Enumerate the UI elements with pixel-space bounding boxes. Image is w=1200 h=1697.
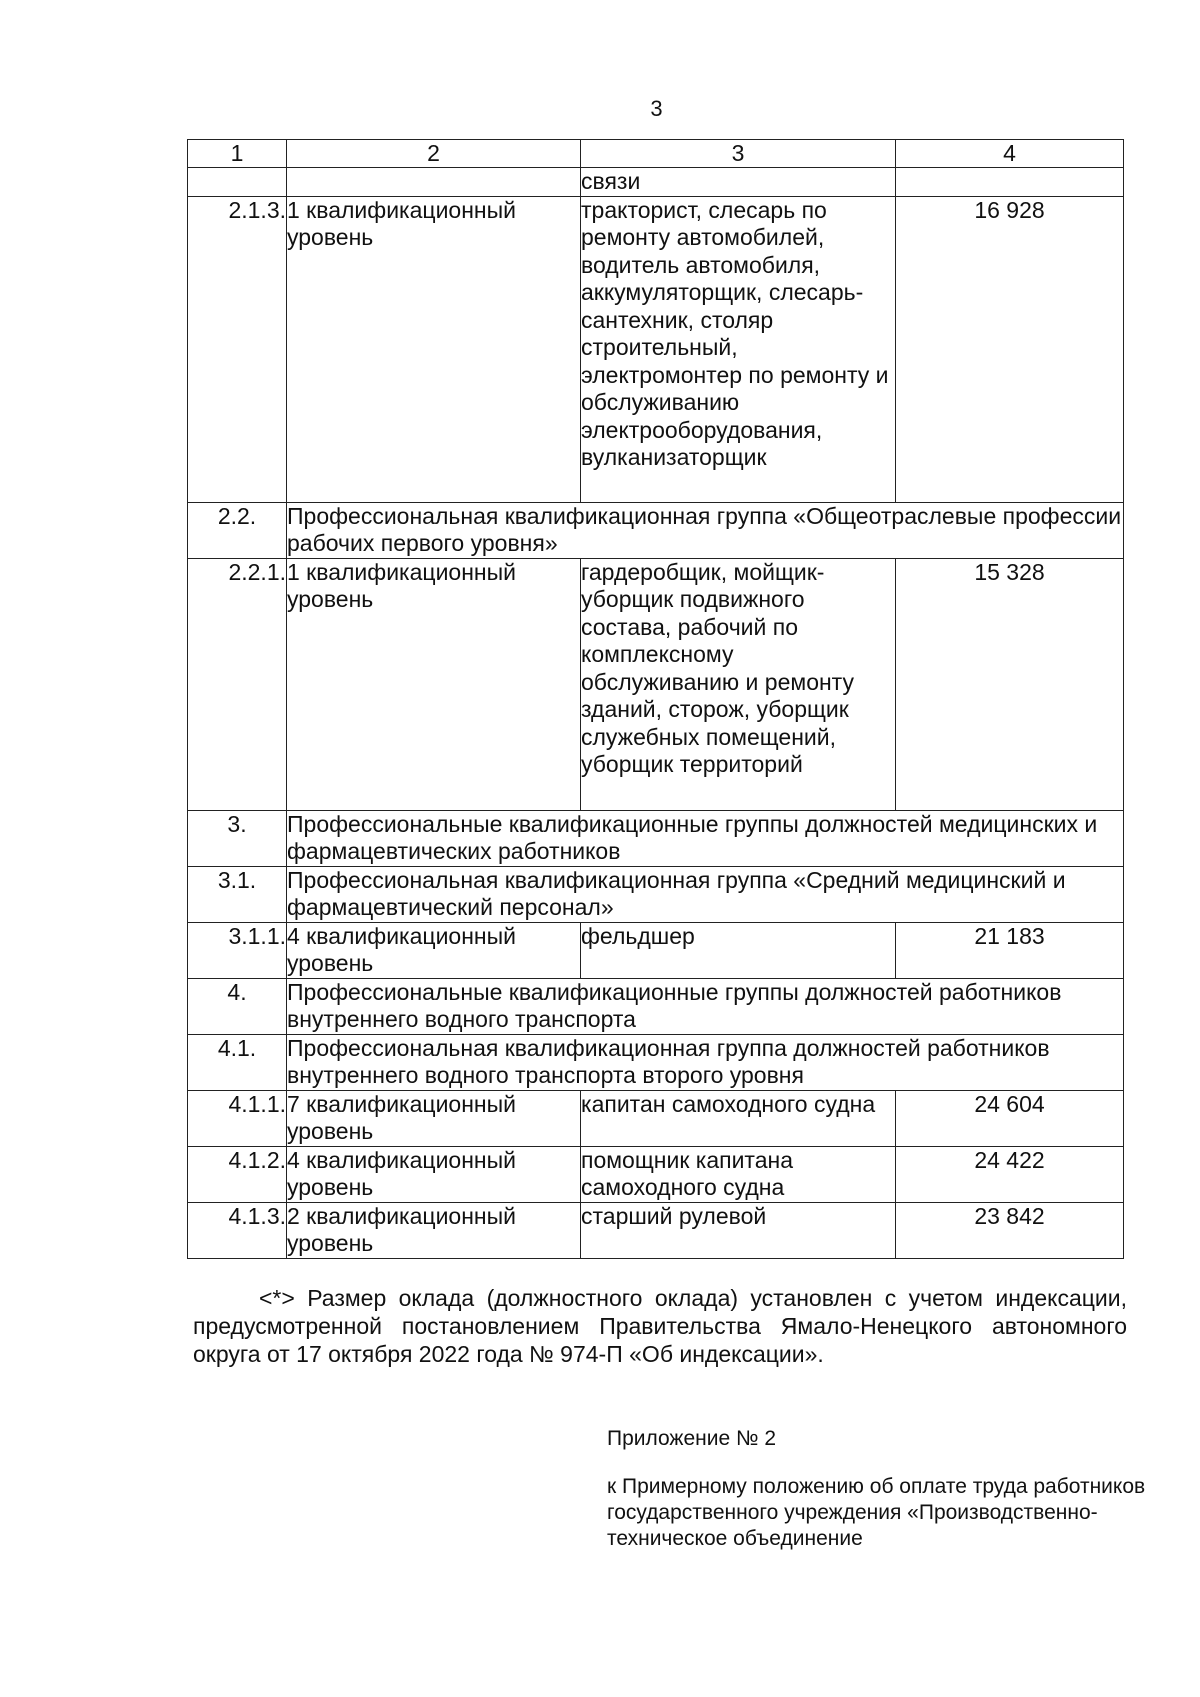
table-row [188,1090,1124,1146]
footnote: <*> Размер оклада (должностного оклада) установлен с учетом индексации, предусмотренной постановлением Правительства Ямало-Ненецкого автономного округа от 17 октября 2022 года № 974-П «Об индексации». [193,1285,1127,1367]
cell-number: 3.1. [188,866,287,922]
cell-number: 3. [188,810,287,866]
group-row [188,866,1124,922]
cell-number [188,168,287,197]
cell-positions: фельдшер [581,922,896,978]
continuation-row [188,168,1124,197]
cell-number: 4. [188,978,287,1034]
header-cell: 1 [188,140,287,168]
cell-number: 4.1.2. [188,1146,287,1202]
cell-level: 1 квалификационный уровень [287,196,581,502]
group-row [188,978,1124,1034]
appendix-title: Приложение № 2 [607,1427,777,1450]
cell-group: Профессиональные квалификационные группы должностей работников внутреннего водного транспорта [287,978,1124,1034]
header-cell: 4 [896,140,1124,168]
table-row [188,1146,1124,1202]
header-cell: 2 [287,140,581,168]
salary-table [187,139,1124,1259]
appendix-description: к Примерному положению об оплате труда работников государственного учреждения «Производственно-техническое объединение [607,1475,1146,1550]
cell-group: Профессиональная квалификационная группа «Средний медицинский и фармацевтический персонал» [287,866,1124,922]
cell-positions: тракторист, слесарь по ремонту автомобилей, водитель автомобиля, аккумуляторщик, слесарь-сантехник, столяр строительный, электромонтер по ремонту и обслуживанию электрооборудования, вулканизаторщик [581,196,896,502]
cell-level [287,168,581,197]
header-cell: 3 [581,140,896,168]
table-row [188,196,1124,502]
cell-number: 4.1.3. [188,1202,287,1258]
cell-positions: старший рулевой [581,1202,896,1258]
cell-number: 2.2. [188,502,287,558]
group-row [188,810,1124,866]
cell-salary: 24 422 [896,1146,1124,1202]
cell-group: Профессиональная квалификационная группа «Общеотраслевые профессии рабочих первого уровня» [287,502,1124,558]
cell-level: 1 квалификационный уровень [287,558,581,810]
cell-level: 2 квалификационный уровень [287,1202,581,1258]
cell-number: 2.2.1. [188,558,287,810]
cell-level: 4 квалификационный уровень [287,922,581,978]
cell-number: 4.1. [188,1034,287,1090]
cell-salary [896,168,1124,197]
cell-number: 3.1.1. [188,922,287,978]
cell-salary: 24 604 [896,1090,1124,1146]
page-number: 3 [650,96,663,121]
header-row [188,140,1124,168]
cell-number: 2.1.3. [188,196,287,502]
cell-positions: гардеробщик, мойщик-уборщик подвижного состава, рабочий по комплексному обслуживанию и ремонту зданий, сторож, уборщик служебных помещений, уборщик территорий [581,558,896,810]
group-row [188,502,1124,558]
table-row [188,922,1124,978]
cell-level: 4 квалификационный уровень [287,1146,581,1202]
table-row [188,1202,1124,1258]
cell-positions: помощник капитана самоходного судна [581,1146,896,1202]
cell-salary: 16 928 [896,196,1124,502]
cell-positions: связи [581,168,896,197]
cell-salary: 21 183 [896,922,1124,978]
cell-level: 7 квалификационный уровень [287,1090,581,1146]
cell-group: Профессиональные квалификационные группы должностей медицинских и фармацевтических работников [287,810,1124,866]
cell-positions: капитан самоходного судна [581,1090,896,1146]
table-row [188,558,1124,810]
cell-number: 4.1.1. [188,1090,287,1146]
cell-salary: 23 842 [896,1202,1124,1258]
cell-salary: 15 328 [896,558,1124,810]
group-row [188,1034,1124,1090]
cell-group: Профессиональная квалификационная группа должностей работников внутреннего водного транспорта второго уровня [287,1034,1124,1090]
